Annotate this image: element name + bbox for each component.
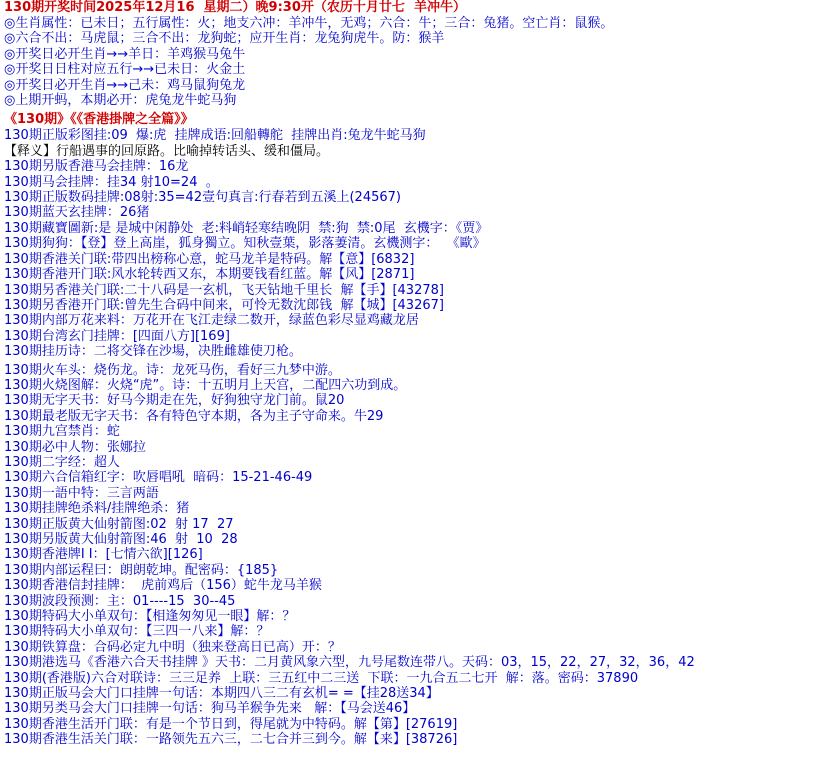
attribute-line-3: ◎开奖日必开生肖→→羊日：羊鸡猴马兔牛	[4, 46, 246, 62]
content-line-24: 130期一語中特：三言两語	[4, 485, 159, 501]
content-line-26: 130期正版黄大仙射箭图:02 射 17 27	[4, 516, 234, 532]
content-line-3: 130期另版香港马会挂牌：16龙	[4, 159, 189, 175]
content-line-17: 130期火烧图解：火烧“虎”。诗：十五明月上天宫，二配四六功到成。	[4, 377, 407, 393]
content-line-22: 130期二字经：超人	[4, 454, 120, 470]
attribute-line-6: ◎上期开蚂，本期必开：虎兔龙牛蛇马狗	[4, 93, 237, 109]
content-line-32: 130期特码大小单双句：【相逢匆匆见一眼】解：？	[4, 609, 296, 625]
content-line-10: 130期香港开门联:风水轮转西又东，本期要钱看红蓝。解【风】[2871]	[4, 267, 415, 283]
content-line-12: 130期另香港开门联:曾先生合码中间来，可怜无数沈郎钱 解【城】[43267]	[4, 297, 444, 313]
draw-time-header: 130期开奖时间2025年12月16 星期二）晚9:30开（农历十月廿七 羊冲牛）	[4, 0, 466, 15]
section-title: 《130期》《《香港掛牌之全篇》》	[4, 112, 194, 128]
content-line-25: 130期挂牌绝杀料/挂牌绝杀：猪	[4, 501, 190, 517]
content-line-9: 130期香港关门联:带四出榜称心意，蛇马龙羊是特码。解【意】[6832]	[4, 251, 415, 267]
content-line-14: 130期台湾玄门挂牌：[四面八方][169]	[4, 328, 230, 344]
content-line-35: 130期港选马《香港六合天书挂牌 》天书：二月黄风象六型，九号尾数连带八。天码：03，15，22，27，32，36，42	[4, 655, 695, 671]
content-line-30: 130期香港信封挂牌： 虎前鸡后（156）蛇牛龙马羊猴	[4, 578, 322, 594]
content-line-8: 130期狗狗：【登】登上高崖，狐身獨立。知秋壹葉，影落萋清。玄機测字： 《歐》	[4, 236, 486, 252]
content-line-28: 130期香港牌I I：[七情六欲][126]	[4, 547, 203, 563]
content-line-11: 130期另香港关门联:二十八码是一玄机，飞天钻地千里长 解【手】[43278]	[4, 282, 444, 298]
content-line-20: 130期九宫禁肖：蛇	[4, 424, 120, 440]
content-line-7: 130期藏寶圖新:是 是城中闲静处 老:料峭轻寒结晚阴 禁:狗 禁:0尾 玄機字：《贾》	[4, 220, 489, 236]
attribute-line-2: ◎六合不出：马虎鼠；三合不出：龙狗蛇；应开生肖：龙兔狗虎牛。防：猴羊	[4, 31, 445, 47]
content-line-1: 130期正版彩图挂:09 爆:虎 挂牌成语:回船轉舵 挂牌出肖:兔龙牛蛇马狗	[4, 128, 426, 144]
content-line-5: 130期正版数码挂牌:08射:35=42壹句真言:行春若到五溪上(24567)	[4, 190, 401, 206]
attribute-line-1: ◎生肖属性：已未日；五行属性：火；地支六冲：羊冲牛，无鸡；六合：牛；三合：兔猪。空亡肖：鼠猴。	[4, 16, 614, 31]
content-line-31: 130期波段预测：主：01----15 30--45	[4, 593, 236, 609]
content-line-19: 130期最老版无字天书：各有特色守本期，各为主子守命来。牛29	[4, 408, 384, 424]
content-line-40: 130期香港生活关门联：一路领先五六三，二七合并三到今。解【来】[38726]	[4, 732, 458, 748]
content-line-37: 130期正版马会大门口挂牌一句话：本期四八三二有玄机= =【挂28送34】	[4, 686, 439, 702]
content-line-23: 130期六合信箱红字：吹唇唱吼 暗码：15-21-46-49	[4, 470, 313, 486]
content-line-18: 130期无字天书：好马今期走在先，好狗独守龙门前。鼠20	[4, 393, 345, 409]
content-line-2: 【释义】行船遇事的回原路。比喻掉转话头、缓和僵局。	[4, 143, 330, 159]
content-line-4: 130期马会挂牌：挂34 射10=24 。	[4, 174, 219, 190]
content-line-21: 130期必中人物：张娜拉	[4, 439, 146, 455]
content-line-6: 130期蓝天玄挂牌：26猪	[4, 205, 150, 221]
content-line-15: 130期挂历诗：二将交锋在沙場，决胜雌雄使刀枪。	[4, 344, 302, 360]
content-line-38: 130期另类马会大门口挂牌一句话：狗马羊猴争先来 解：【马会送46】	[4, 701, 416, 717]
attribute-line-5: ◎开奖日必开生肖→→己未：鸡马鼠狗兔龙	[4, 77, 246, 93]
content-line-33: 130期特码大小单双句：【三四一八来】解：？	[4, 624, 270, 640]
content-line-13: 130期内部万花来料：万花开在飞江走绿二数开，绿蓝色彩尽显鸡藏龙居	[4, 313, 419, 329]
content-line-39: 130期香港生活开门联：有是一个节日到，得尾就为中特码。解【第】[27619]	[4, 716, 458, 732]
content-line-36: 130期(香港版)六合对联诗：三三足养 上联：三五红中二三送 下联：一九合五二七开 解：落。密码：37890	[4, 670, 639, 686]
content-line-34: 130期铁算盘：合码必定九中明（独来登高日已高）开：？	[4, 639, 341, 655]
attribute-line-4: ◎开奖日日柱对应五行→→已未日：火金土	[4, 62, 246, 78]
content-line-27: 130期另版黄大仙射箭图:46 射 10 28	[4, 532, 238, 547]
content-line-29: 130期内部运程曰：朗朗乾坤。配密码：{185}	[4, 562, 279, 578]
content-line-16: 130期火车头：烧伤龙。诗：龙死马伤，看好三九梦中游。	[4, 362, 341, 378]
